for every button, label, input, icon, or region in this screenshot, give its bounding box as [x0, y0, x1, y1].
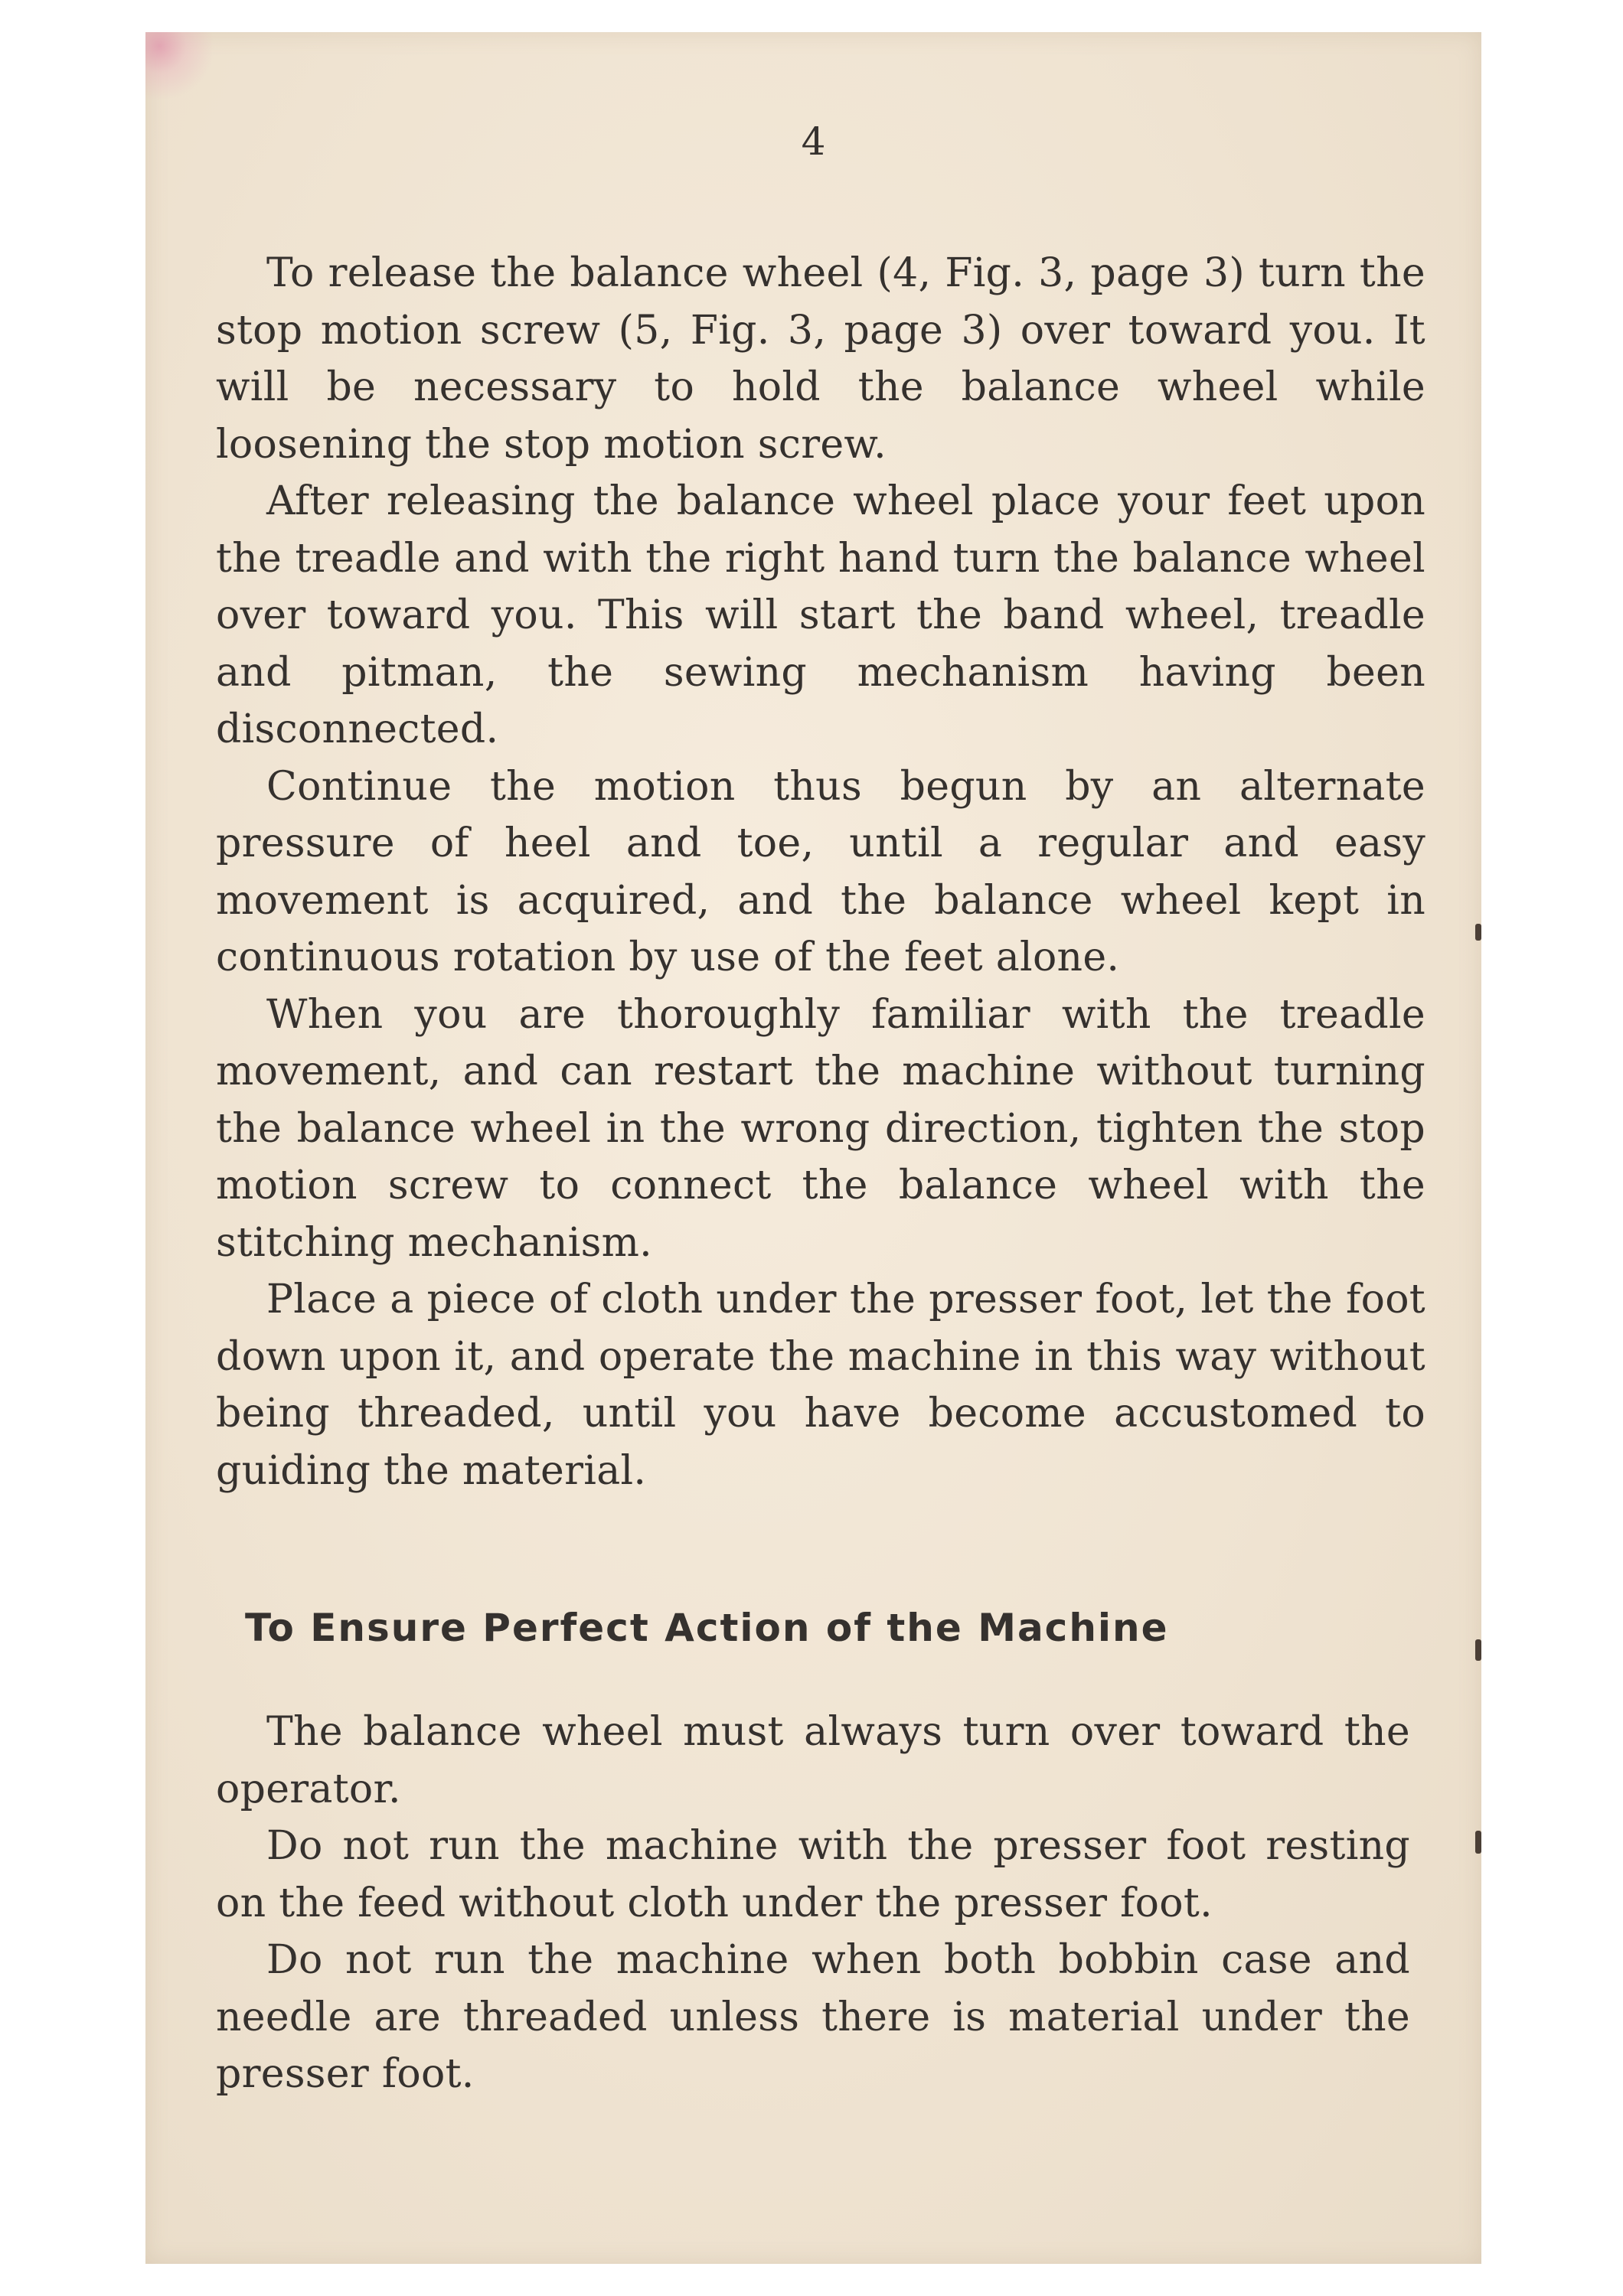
paragraph-continue-motion: Continue the motion thus begun by an alternate pressure of heel and toe, until a regular and easy movement is acquired, and the balance wheel kept in continuous rotation by use of the feet alone. — [216, 763, 1425, 980]
page-number: 4 — [801, 119, 826, 164]
section-heading: To Ensure Perfect Action of the Machine — [245, 1606, 1169, 1650]
edge-mark — [1475, 1831, 1481, 1854]
booklet-page — [145, 32, 1481, 2264]
pink-stain — [145, 32, 214, 101]
body-text — [216, 245, 1425, 1499]
paragraph-release-balance-wheel: To release the balance wheel (4, Fig. 3, page 3) turn the stop motion screw (5, Fig. 3, page 3) over toward you. It will be necessary to hold the balance wheel while loosening the stop motion screw. — [216, 250, 1425, 468]
edge-mark — [1475, 924, 1481, 941]
rule-balance-wheel-direction: The balance wheel must always turn over toward the operator. — [216, 1709, 1410, 1812]
rule-no-cloth: Do not run the machine with the presser foot resting on the feed without cloth under the presser foot. — [216, 1823, 1410, 1926]
paragraph-tighten-screw: When you are thoroughly familiar with the treadle movement, and can restart the machine without turning the balance wheel in the wrong direction, tighten the stop motion screw to connect the balance wheel with the stitching mechanism. — [216, 991, 1425, 1266]
section-text — [216, 1704, 1410, 2103]
rule-threaded-material: Do not run the machine when both bobbin case and needle are threaded unless there is material under the presser foot. — [216, 1937, 1410, 2097]
paragraph-start-treadle: After releasing the balance wheel place your feet upon the treadle and with the right hand turn the balance wheel over toward you. This will start the band wheel, treadle and pitman, the sewing mechanism having been disconnected. — [216, 478, 1425, 752]
edge-mark — [1475, 1639, 1481, 1661]
paragraph-practice-cloth: Place a piece of cloth under the presser foot, let the foot down upon it, and operate the machine in this way without being threaded, until you have become accustomed to guiding the material. — [216, 1277, 1425, 1494]
